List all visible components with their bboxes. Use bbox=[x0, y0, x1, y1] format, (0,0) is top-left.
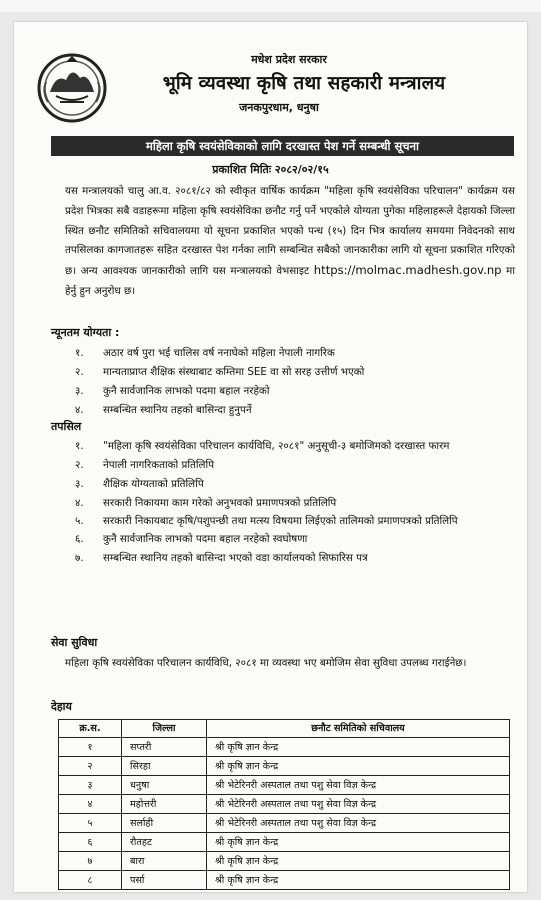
table-header-row bbox=[59, 720, 510, 738]
table-row: १ सप्तरी श्री कृषि ज्ञान केन्द्र bbox=[59, 738, 510, 757]
list-item: २. नेपाली नागरिकताको प्रतिलिपि bbox=[75, 458, 215, 471]
column-header: क्र.स. bbox=[59, 720, 122, 738]
publication-date: प्रकाशित मितिः २०८२/०२/१५ bbox=[212, 163, 329, 176]
dehaya-heading: देहाय bbox=[51, 700, 72, 713]
district-table bbox=[58, 719, 510, 890]
list-item: ४. सरकारी निकायमा काम गरेको अनुभवको प्रमाणपत्रको प्रतिलिपि bbox=[75, 496, 337, 509]
table-row: ८ पर्सा श्री कृषि ज्ञान केन्द्र bbox=[59, 871, 510, 890]
table-row: ६ रौतहट श्री कृषि ज्ञान केन्द्र bbox=[59, 833, 510, 852]
intro-text: यस मन्त्रालयको चालु आ.व. २०८१/८२ को स्वीकृत वार्षिक कार्यक्रम "महिला कृषि स्वयंसेविका परिचालन" कार्यक्रम यस प्रदेश भित्रका सबै वडाहरूमा महिला कृषि स्वयंसेविका छनौट गर्नु पर्ने भएकोले योग्यता पुगेका महिलाहरूले देहायको जिल्ला स्थित छनौट समितिको सचिवालयमा यो सूचना प्रकाशित भएको पन्ध (१५) दिन भित्र कार्यालय समयमा निवेदनको साथ तपसिलका कागजातहरू सहित दरखास्त पेश गर्नका लागि सम्बन्धित सबैको जानकारीका लागि यो सूचना प्रकाशित गरिएको छ। अन्य आवश्यक जानकारीको लागि यस मन्त्रालयको वेभसाइट bbox=[65, 185, 515, 278]
list-item: २. मान्यताप्राप्त शैक्षिक संस्थाबाट कम्तिमा SEE वा सो सरह उत्तीर्ण भएको bbox=[75, 366, 365, 378]
list-item: १. अठार वर्ष पुरा भई चालिस वर्ष ननाघेको महिला नेपाली नागरिक bbox=[75, 347, 335, 359]
list-item: ६. कुनै सार्वजानिक लाभको पदमा बहाल नरहेको स्वघोषणा bbox=[75, 533, 308, 545]
notice-title-banner: महिला कृषि स्वयंसेविकाको लागि दरखास्त पेश गर्ने सम्बन्धी सूचना bbox=[51, 136, 514, 156]
government-name: मधेश प्रदेश सरकार bbox=[251, 53, 327, 66]
table-row: ३ धनुषा श्री भेटेरिनरी अस्पताल तथा पशु सेवा विज्ञ केन्द्र bbox=[59, 776, 510, 795]
website-link[interactable]: https://molmac.madhesh.gov.np bbox=[313, 263, 502, 278]
intro-tail: मा हेर्नु हुन अनुरोध छ। bbox=[65, 265, 515, 297]
nepal-emblem-icon bbox=[36, 52, 108, 124]
list-item: ३. शैक्षिक योग्यताको प्रतिलिपि bbox=[75, 477, 204, 490]
list-item: ७. सम्बन्धित स्थानिय तहको बासिन्दा भएको वडा कार्यालयको सिफारिस पत्र bbox=[75, 552, 368, 564]
list-item: १. "महिला कृषि स्वयंसेविका परिचालन कार्यविधि, २०८१" अनुसूची-३ बमोजिमको दरखास्त फारम bbox=[75, 440, 450, 452]
notice-document bbox=[14, 22, 527, 892]
tapasil-heading: तपसिल bbox=[51, 420, 82, 433]
ministry-location: जनकपुरधाम, धनुषा bbox=[239, 101, 319, 114]
table-row: ५ सर्लाही श्री भेटेरिनरी अस्पताल तथा पशु सेवा विज्ञ केन्द्र bbox=[59, 814, 510, 833]
intro-paragraph bbox=[65, 182, 515, 302]
ministry-name: भूमि व्यवस्था कृषि तथा सहकारी मन्त्रालय bbox=[162, 73, 446, 94]
top-strip bbox=[0, 0, 541, 12]
table-row: ४ महोत्तरी श्री भेटेरिनरी अस्पताल तथा पशु सेवा विज्ञ केन्द्र bbox=[59, 795, 510, 814]
list-item: ५. सरकारी निकायबाट कृषि/पशुपन्छी तथा मत्स्य विषयमा लिईएको तालिमको प्रमाणपत्रको प्रतिलिपि bbox=[75, 514, 458, 527]
seva-paragraph: महिला कृषि स्वयंसेविका परिचालन कार्यविधि, २०८१ मा व्यवस्था भए बमोजिम सेवा सुविधा उपलब्ध गराईनेछ। bbox=[65, 657, 467, 669]
column-header: जिल्ला bbox=[122, 720, 207, 738]
table-row: ७ बारा श्री कृषि ज्ञान केन्द्र bbox=[59, 852, 510, 871]
column-header: छनौट समितिको सचिवालय bbox=[207, 720, 510, 738]
list-item: ३. कुनै सार्वजानिक लाभको पदमा बहाल नरहेको bbox=[75, 385, 270, 397]
table-row: २ सिरहा श्री कृषि ज्ञान केन्द्र bbox=[59, 757, 510, 776]
qualifications-heading: न्यूनतम योग्यता : bbox=[51, 326, 120, 339]
tapasil-list bbox=[65, 438, 515, 568]
qualifications-list bbox=[65, 344, 515, 420]
seva-heading: सेवा सुविधा bbox=[51, 636, 98, 649]
list-item: ४. सम्बन्धित स्थानिय तहको बासिन्दा हुनुपर्ने bbox=[75, 404, 252, 416]
